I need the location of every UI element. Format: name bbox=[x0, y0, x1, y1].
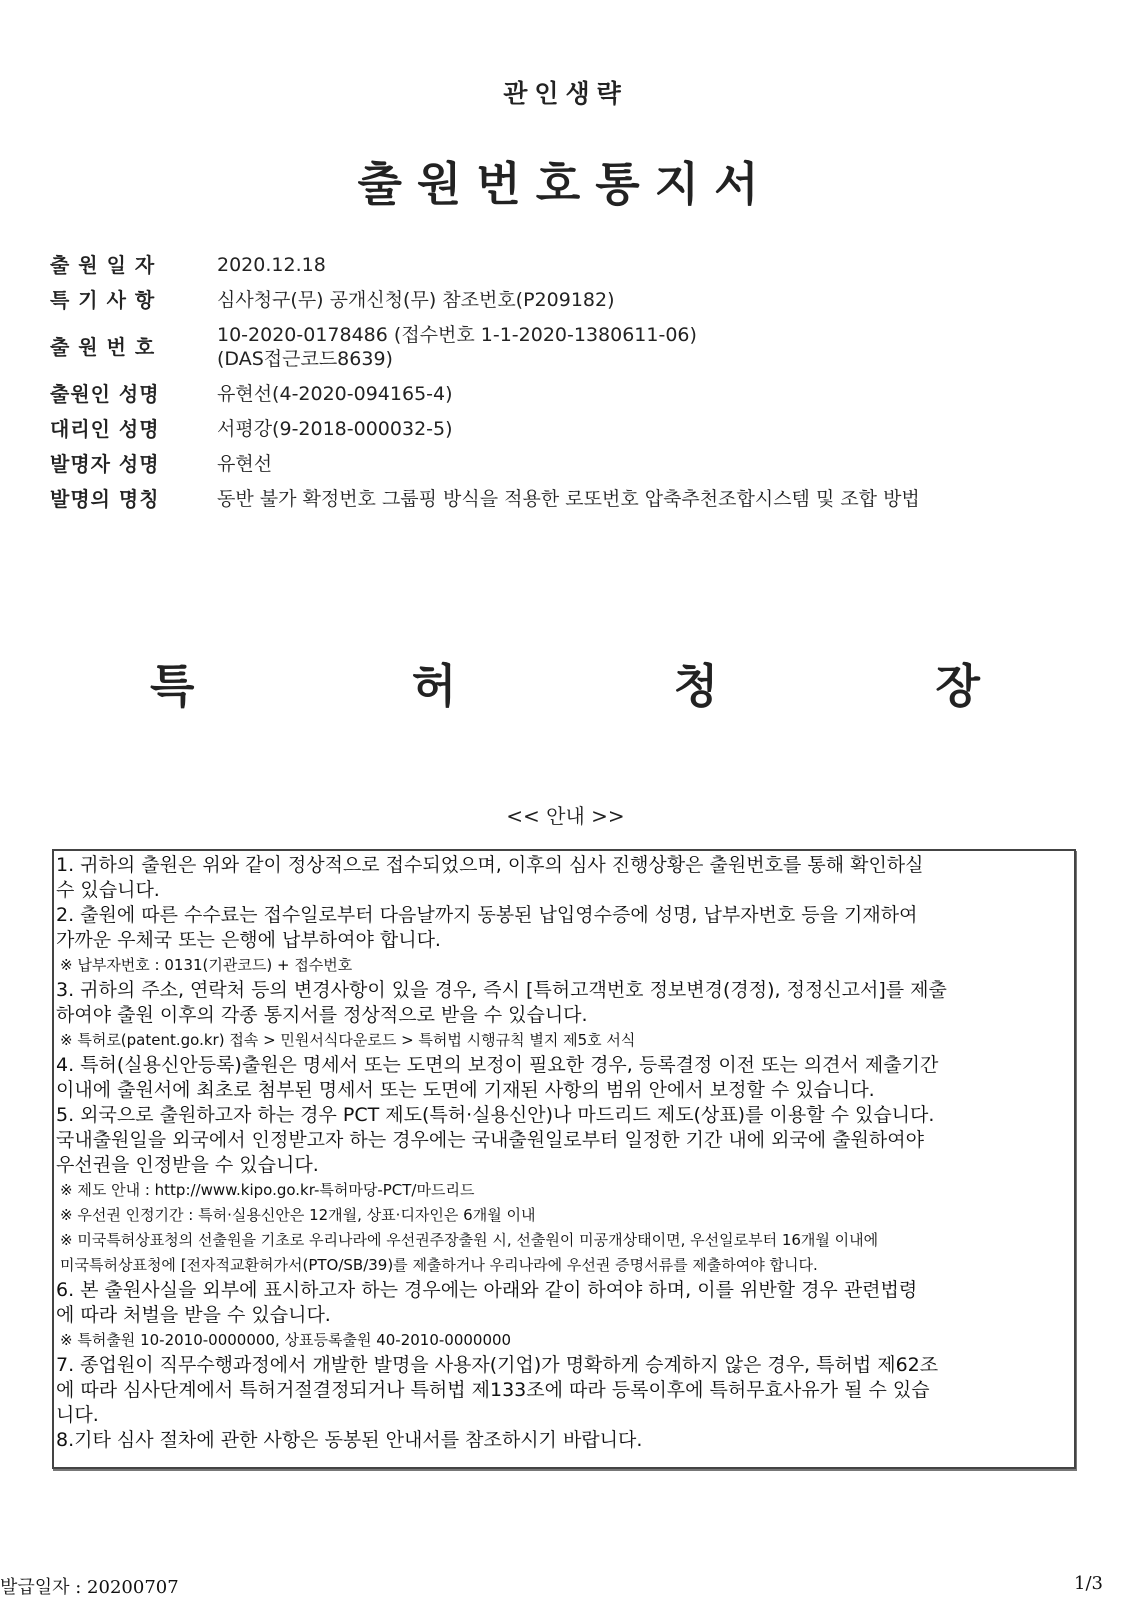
commissioner-char: 특 bbox=[150, 659, 195, 713]
guide-note-line: 미국특허상표청에 [전자적교환허가서(PTO/SB/39)를 제출하거나 우리나라에 우선권 증명서류를 제출하여야 합니다. bbox=[60, 1256, 818, 1274]
guide-note-line: ※ 제도 안내 : http://www.kipo.go.kr-특허마당-PCT/마드리드 bbox=[60, 1181, 475, 1199]
commissioner-char: 허 bbox=[411, 659, 457, 713]
field-label: 발명의 명칭 bbox=[50, 487, 160, 511]
field-value: 서평강(9-2018-000032-5) bbox=[217, 418, 453, 440]
field-application-number bbox=[50, 323, 1090, 371]
document-title: 출원번호통지서 bbox=[357, 157, 774, 211]
guide-text-line: 5. 외국으로 출원하고자 하는 경우 PCT 제도(특허·실용신안)나 마드리드 제도(상표)를 이용할 수 있습니다. bbox=[56, 1104, 935, 1126]
field-label: 출원인 성명 bbox=[50, 382, 160, 406]
guide-text-line: 니다. bbox=[56, 1404, 99, 1426]
guide-text-line: 이내에 출원서에 최초로 첨부된 명세서 또는 도면에 기재된 사항의 범위 안에서 보정할 수 있습니다. bbox=[56, 1079, 875, 1101]
guide-text-line: 3. 귀하의 주소, 연락처 등의 변경사항이 있을 경우, 즉시 [특허고객번호 정보변경(경정), 정정신고서]를 제출 bbox=[56, 979, 947, 1001]
guide-note-line: ※ 납부자번호 : 0131(기관코드) + 접수번호 bbox=[60, 956, 353, 974]
guide-text-line: 에 따라 처벌을 받을 수 있습니다. bbox=[56, 1304, 331, 1326]
field-value: 심사청구(무) 공개신청(무) 참조번호(P209182) bbox=[217, 289, 615, 311]
guide-text-line: 2. 출원에 따른 수수료는 접수일로부터 다음날까지 동봉된 납입영수증에 성명, 납부자번호 등을 기재하여 bbox=[56, 904, 918, 926]
field-value bbox=[217, 323, 697, 371]
guide-text-line: 국내출원일을 외국에서 인정받고자 하는 경우에는 국내출원일로부터 일정한 기간 내에 외국에 출원하여야 bbox=[56, 1129, 924, 1151]
guide-notice-box bbox=[52, 849, 1076, 1469]
guide-text-line: 1. 귀하의 출원은 위와 같이 정상적으로 접수되었으며, 이후의 심사 진행상황은 출원번호를 통해 확인하실 bbox=[56, 854, 924, 876]
guide-text-line: 수 있습니다. bbox=[56, 879, 160, 901]
field-value: 유현선(4-2020-094165-4) bbox=[217, 383, 453, 405]
guide-text-line: 가까운 우체국 또는 은행에 납부하여야 합니다. bbox=[56, 929, 441, 951]
seal-omitted-note: 관인생략 bbox=[503, 79, 628, 108]
field-inventor-name bbox=[50, 452, 1090, 476]
guide-text-line: 6. 본 출원사실을 외부에 표시하고자 하는 경우에는 아래와 같이 하여야 하며, 이를 위반할 경우 관련법령 bbox=[56, 1279, 918, 1301]
field-label: 출 원 일 자 bbox=[50, 253, 156, 277]
guide-text-line: 에 따라 심사단계에서 특허거절결정되거나 특허법 제133조에 따라 등록이후에 특허무효사유가 될 수 있습 bbox=[56, 1379, 930, 1401]
commissioner-signature bbox=[150, 650, 980, 716]
field-value: 2020.12.18 bbox=[217, 254, 326, 276]
guide-text-line: 7. 종업원이 직무수행과정에서 개발한 발명을 사용자(기업)가 명확하게 승계하지 않은 경우, 특허법 제62조 bbox=[56, 1354, 939, 1376]
guide-text-line: 하여야 출원 이후의 각종 통지서를 정상적으로 받을 수 있습니다. bbox=[56, 1004, 588, 1026]
guide-heading: << 안내 >> bbox=[506, 804, 625, 828]
guide-note-line: ※ 우선권 인정기간 : 특허·실용신안은 12개월, 상표·디자인은 6개월 이내 bbox=[60, 1206, 536, 1224]
page-number: 1/3 bbox=[1074, 1573, 1103, 1594]
field-agent-name bbox=[50, 417, 1090, 441]
field-filing-date bbox=[50, 253, 1090, 277]
field-value: 유현선 bbox=[217, 453, 273, 475]
application-fields bbox=[50, 253, 1090, 522]
commissioner-char: 청 bbox=[673, 659, 719, 713]
application-number-text: 10-2020-0178486 (접수번호 1-1-2020-1380611-06) bbox=[217, 324, 697, 346]
guide-text-line: 4. 특허(실용신안등록)출원은 명세서 또는 도면의 보정이 필요한 경우, 등록결정 이전 또는 의견서 제출기간 bbox=[56, 1054, 939, 1076]
guide-note-line: ※ 특허로(patent.go.kr) 접속 > 민원서식다운로드 > 특허법 시행규칙 별지 제5호 서식 bbox=[60, 1031, 636, 1049]
commissioner-char: 장 bbox=[935, 659, 980, 713]
guide-note-line: ※ 특허출원 10-2010-0000000, 상표등록출원 40-2010-0000000 bbox=[60, 1331, 512, 1349]
guide-text-line: 우선권을 인정받을 수 있습니다. bbox=[56, 1154, 319, 1176]
issue-date: 발급일자 : 20200707 bbox=[0, 1577, 179, 1598]
field-special-notes bbox=[50, 288, 1090, 312]
field-invention-title bbox=[50, 487, 1090, 511]
guide-note-line: ※ 미국특허상표청의 선출원을 기초로 우리나라에 우선권주장출원 시, 선출원이 미공개상태이면, 우선일로부터 16개월 이내에 bbox=[60, 1231, 879, 1249]
field-value: 동반 불가 확정번호 그룹핑 방식을 적용한 로또번호 압축추천조합시스템 및 조합 방법 bbox=[217, 488, 920, 510]
field-label: 특 기 사 항 bbox=[50, 288, 156, 312]
field-label: 발명자 성명 bbox=[50, 452, 160, 476]
field-applicant-name bbox=[50, 382, 1090, 406]
field-label: 대리인 성명 bbox=[50, 417, 160, 441]
das-access-code: (DAS접근코드8639) bbox=[217, 348, 393, 370]
guide-text-line: 8.기타 심사 절차에 관한 사항은 동봉된 안내서를 참조하시기 바랍니다. bbox=[56, 1429, 643, 1451]
field-label: 출 원 번 호 bbox=[50, 335, 156, 359]
